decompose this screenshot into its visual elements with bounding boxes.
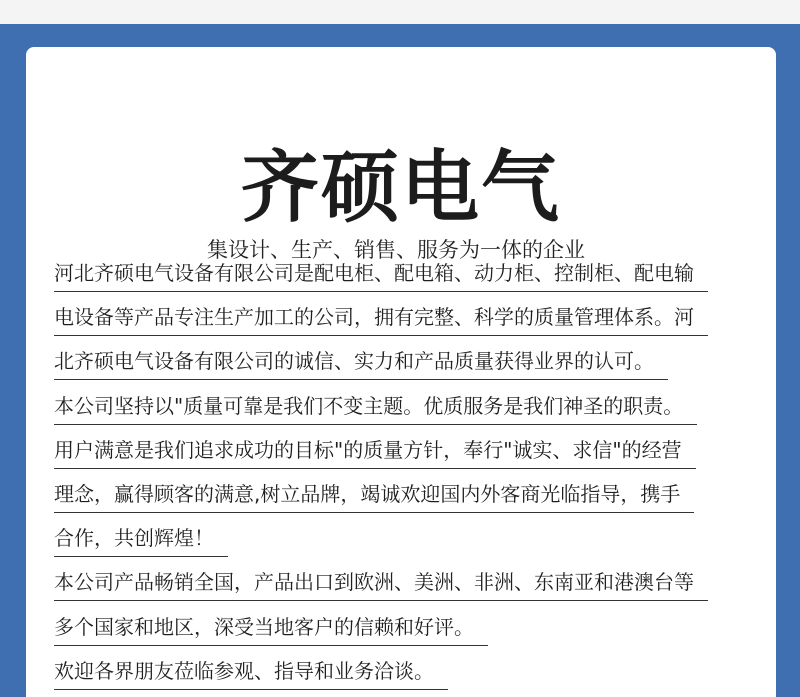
intro-line <box>54 612 488 656</box>
intro-line-text: 理念，赢得顾客的满意,树立品牌，竭诚欢迎国内外客商光临指导，携手 <box>54 479 694 513</box>
intro-line <box>54 567 708 611</box>
company-subtitle: 集设计、生产、销售、服务为一体的企业 <box>207 238 585 262</box>
intro-line <box>54 523 228 567</box>
intro-line-text: 本公司产品畅销全国，产品出口到欧洲、美洲、非洲、东南亚和港澳台等 <box>54 567 708 601</box>
intro-line <box>54 656 448 697</box>
intro-line-text: 合作，共创辉煌！ <box>54 523 228 557</box>
intro-line-text: 北齐硕电气设备有限公司的诚信、实力和产品质量获得业界的认可。 <box>54 346 668 380</box>
intro-line <box>54 479 694 523</box>
intro-line-text: 多个国家和地区，深受当地客户的信赖和好评。 <box>54 612 488 646</box>
intro-line <box>54 258 708 302</box>
intro-line-text: 欢迎各界朋友莅临参观、指导和业务洽谈。 <box>54 656 448 690</box>
intro-line <box>54 346 668 390</box>
intro-line-text: 河北齐硕电气设备有限公司是配电柜、配电箱、动力柜、控制柜、配电输 <box>54 258 708 292</box>
company-title: 齐硕电气 <box>240 143 561 233</box>
intro-text <box>54 258 754 697</box>
intro-line-text: 电设备等产品专注生产加工的公司，拥有完整、科学的质量管理体系。河 <box>54 302 708 336</box>
intro-line <box>54 391 697 435</box>
intro-line <box>54 302 708 346</box>
intro-line <box>54 435 696 479</box>
intro-line-text: 用户满意是我们追求成功的目标"的质量方针，奉行"诚实、求信"的经营 <box>54 435 696 469</box>
intro-line-text: 本公司坚持以"质量可靠是我们不变主题。优质服务是我们神圣的职责。 <box>54 391 697 425</box>
